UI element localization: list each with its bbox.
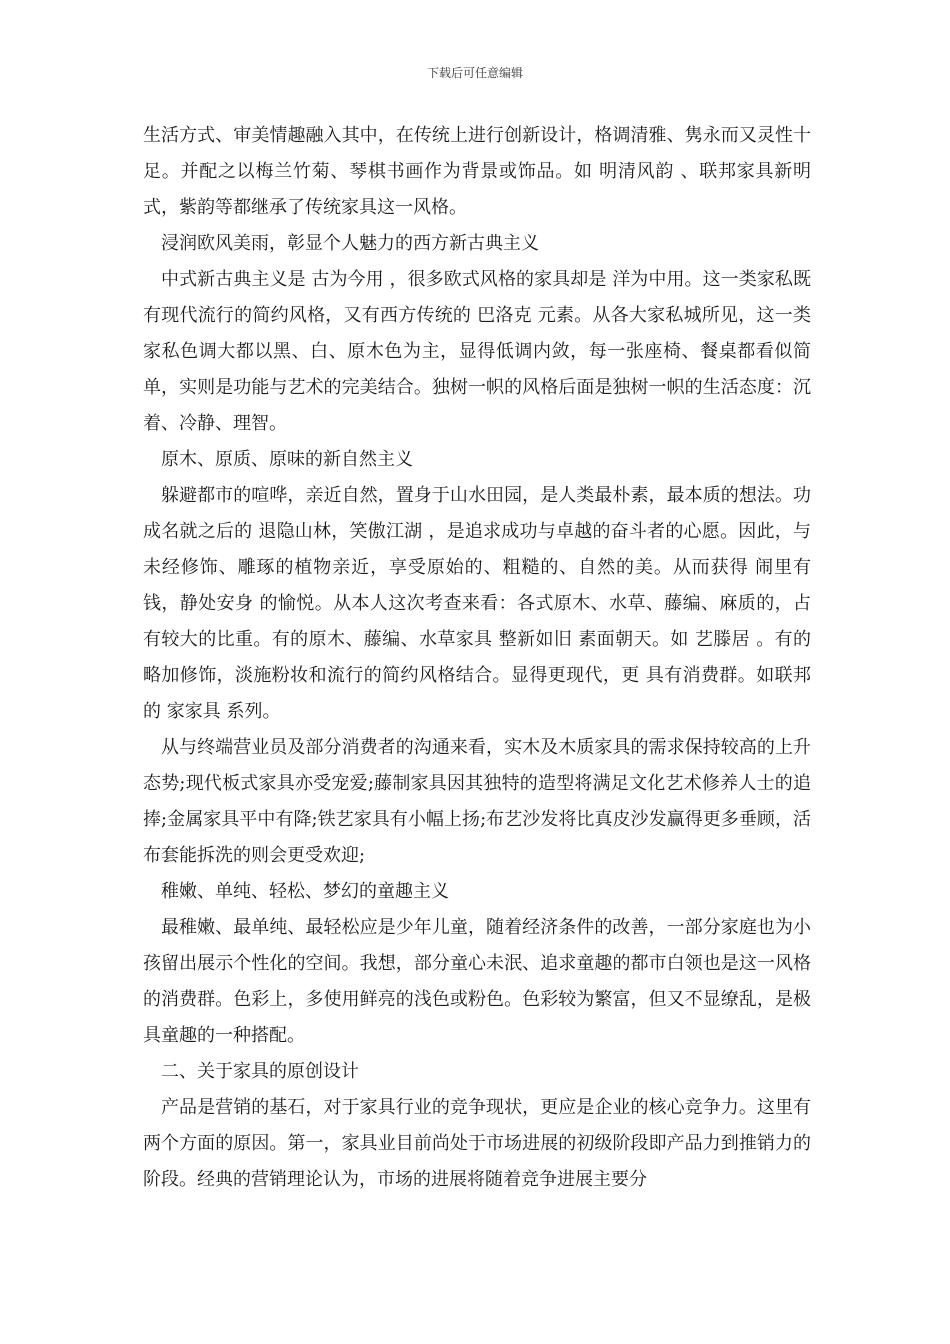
section-heading-naturalism: 原木、原质、原味的新自然主义: [161, 449, 413, 470]
paragraph-original-design: 产品是营销的基石，对于家具行业的竞争现状，更应是企业的核心竞争力。这里有两个方面的原因。第一，家具业目前尚处于市场进展的初级阶段即产品力到推销力的阶段。经典的营销理论认为，市场的进展将随着竞争进展主要分: [143, 1097, 811, 1190]
section-heading-childlike: 稚嫩、单纯、轻松、梦幻的童趣主义: [161, 881, 449, 902]
paragraph-neoclassical: 中式新古典主义是 古为今用 ，很多欧式风格的家具却是 洋为中用。这一类家私既有现代流行的简约风格，又有西方传统的 巴洛克 元素。从各大家私城所见，这一类家私色调大都以黑、白、原木色为主，显得低调内敛，每一张座椅、餐桌都看似简单，实则是功能与艺术的完美结合。独树一帜的风格后面是独树一帜的生活态度：沉着、冷静、理智。: [143, 269, 811, 434]
section-heading-neoclassical: 浸润欧风美雨，彰显个人魅力的西方新古典主义: [161, 233, 539, 254]
paragraph-demand-trends: 从与终端营业员及部分消费者的沟通来看，实木及木质家具的需求保持较高的上升态势;现代板式家具亦受宠爱;藤制家具因其独特的造型将满足文化艺术修养人士的追捧;金属家具平中有降;铁艺家具有小幅上扬;布艺沙发将比真皮沙发赢得更多垂顾，活布套能拆洗的则会更受欢迎;: [143, 737, 811, 866]
page-header: 下载后可任意编辑: [426, 66, 523, 80]
paragraph-naturalism: 躲避都市的喧哗，亲近自然，置身于山水田园，是人类最朴素，最本质的想法。功成名就之后的 退隐山林，笑傲江湖 ，是追求成功与卓越的奋斗者的心愿。因此，与未经修饰、雕琢的植物亲近，享受原始的、粗糙的、自然的美。从而获得 闹里有钱，静处安身 的愉悦。从本人这次考查来看：各式原木、水草、藤编、麻质的，占有较大的比重。有的原木、藤编、水草家具 整新如旧 素面朝天。如 艺滕居 。有的略加修饰，淡施粉妆和流行的简约风格结合。显得更现代，更 具有消费群。如联邦的 家家具 系列。: [143, 485, 811, 722]
paragraph-childlike: 最稚嫩、最单纯、最轻松应是少年儿童，随着经济条件的改善，一部分家庭也为小孩留出展示个性化的空间。我想，部分童心未泯、追求童趣的都市白领也是这一风格的消费群。色彩上，多使用鲜亮的浅色或粉色。色彩较为繁富，但又不显缭乱，是极具童趣的一种搭配。: [143, 917, 811, 1046]
paragraph-1: 生活方式、审美情趣融入其中，在传统上进行创新设计，格调清雅、隽永而又灵性十足。并配之以梅兰竹菊、琴棋书画作为背景或饰品。如 明清风韵 、联邦家具新明式，紫韵等都继承了传统家具这一风格。: [143, 125, 811, 218]
section-heading-original-design: 二、关于家具的原创设计: [161, 1061, 359, 1082]
document-body: [143, 118, 811, 1198]
